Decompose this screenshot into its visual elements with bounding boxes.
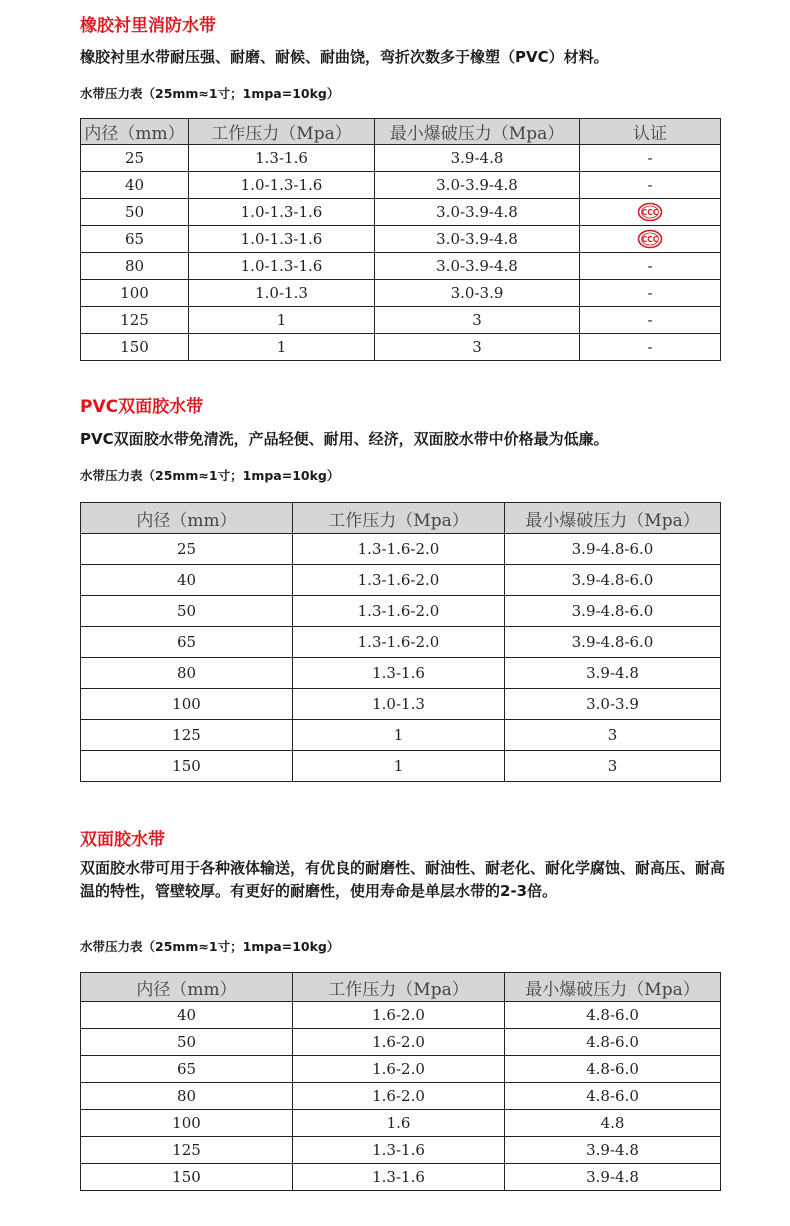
ccc-icon	[637, 202, 663, 222]
cell-diameter: 80	[81, 658, 293, 689]
table-row	[81, 145, 721, 172]
section-description: PVC双面胶水带免清洗，产品轻便、耐用、经济，双面胶水带中价格最为低廉。	[80, 430, 609, 448]
header-working-pressure: 工作压力（Mpa）	[189, 119, 375, 145]
table-header-row	[81, 973, 721, 1002]
cell-working-pressure: 1.3-1.6	[189, 145, 375, 172]
cell-working-pressure: 1	[293, 751, 505, 782]
cell-working-pressure: 1.0-1.3-1.6	[189, 253, 375, 280]
cell-burst-pressure: 3.9-4.8-6.0	[505, 565, 721, 596]
cell-diameter: 50	[81, 199, 189, 226]
cell-working-pressure: 1.0-1.3-1.6	[189, 226, 375, 253]
cell-burst-pressure: 3	[375, 334, 580, 361]
cell-diameter: 80	[81, 1083, 293, 1110]
cell-burst-pressure: 3.9-4.8-6.0	[505, 596, 721, 627]
cell-certification: -	[580, 172, 721, 199]
cell-working-pressure: 1.0-1.3	[189, 280, 375, 307]
cell-burst-pressure: 3.9-4.8-6.0	[505, 627, 721, 658]
header-certification: 认证	[580, 119, 721, 145]
cell-working-pressure: 1.3-1.6-2.0	[293, 534, 505, 565]
header-min-burst-pressure: 最小爆破压力（Mpa）	[505, 973, 721, 1002]
cell-diameter: 150	[81, 751, 293, 782]
table-row	[81, 751, 721, 782]
cell-diameter: 50	[81, 596, 293, 627]
header-inner-diameter: 内径（mm）	[81, 973, 293, 1002]
table-row	[81, 565, 721, 596]
cell-diameter: 65	[81, 627, 293, 658]
pressure-table	[80, 972, 721, 1191]
table-row	[81, 1164, 721, 1191]
cell-diameter: 150	[81, 1164, 293, 1191]
cell-certification: -	[580, 280, 721, 307]
table-row	[81, 534, 721, 565]
cell-burst-pressure: 4.8-6.0	[505, 1083, 721, 1110]
table-row	[81, 1083, 721, 1110]
cell-working-pressure: 1.0-1.3-1.6	[189, 172, 375, 199]
cell-diameter: 25	[81, 145, 189, 172]
cell-burst-pressure: 3.0-3.9-4.8	[375, 226, 580, 253]
cell-diameter: 40	[81, 1002, 293, 1029]
header-working-pressure: 工作压力（Mpa）	[293, 973, 505, 1002]
cell-working-pressure: 1	[293, 720, 505, 751]
cell-burst-pressure: 4.8-6.0	[505, 1002, 721, 1029]
section-title: PVC双面胶水带	[80, 397, 204, 417]
cell-working-pressure: 1.0-1.3-1.6	[189, 199, 375, 226]
cell-diameter: 50	[81, 1029, 293, 1056]
cell-certification: -	[580, 145, 721, 172]
header-inner-diameter: 内径（mm）	[81, 503, 293, 534]
cell-certification: -	[580, 334, 721, 361]
table-row	[81, 627, 721, 658]
section-description: 双面胶水带可用于各种液体输送，有优良的耐磨性、耐油性、耐老化、耐化学腐蚀、耐高压、耐高温的特性，管壁较厚。有更好的耐磨性，使用寿命是单层水带的2-3倍。	[80, 859, 726, 900]
cell-burst-pressure: 3.9-4.8	[375, 145, 580, 172]
cell-diameter: 100	[81, 689, 293, 720]
cell-diameter: 65	[81, 1056, 293, 1083]
pressure-table	[80, 118, 721, 361]
table-row	[81, 199, 721, 226]
table-row	[81, 253, 721, 280]
table-row	[81, 1056, 721, 1083]
cell-working-pressure: 1.3-1.6-2.0	[293, 565, 505, 596]
cell-certification	[580, 226, 721, 253]
cell-working-pressure: 1.3-1.6-2.0	[293, 596, 505, 627]
table-row	[81, 1002, 721, 1029]
cell-burst-pressure: 4.8-6.0	[505, 1056, 721, 1083]
cell-burst-pressure: 3.0-3.9-4.8	[375, 199, 580, 226]
svg-text:CCC: CCC	[641, 208, 659, 217]
cell-burst-pressure: 4.8-6.0	[505, 1029, 721, 1056]
cell-burst-pressure: 3	[505, 751, 721, 782]
table-row	[81, 334, 721, 361]
cell-burst-pressure: 3.0-3.9	[505, 689, 721, 720]
table-header-row	[81, 119, 721, 145]
cell-diameter: 65	[81, 226, 189, 253]
pressure-table	[80, 502, 721, 782]
cell-certification: -	[580, 253, 721, 280]
cell-working-pressure: 1.6	[293, 1110, 505, 1137]
table-row	[81, 172, 721, 199]
cell-working-pressure: 1.3-1.6	[293, 1164, 505, 1191]
table-row	[81, 1029, 721, 1056]
cell-burst-pressure: 3.9-4.8	[505, 1164, 721, 1191]
cell-diameter: 125	[81, 1137, 293, 1164]
svg-text:CCC: CCC	[641, 235, 659, 244]
cell-burst-pressure: 3.0-3.9-4.8	[375, 253, 580, 280]
cell-burst-pressure: 3.0-3.9-4.8	[375, 172, 580, 199]
pressure-table-note: 水带压力表（25mm≈1寸；1mpa=10kg）	[80, 468, 340, 483]
cell-diameter: 125	[81, 720, 293, 751]
cell-diameter: 40	[81, 172, 189, 199]
cell-burst-pressure: 3	[375, 307, 580, 334]
cell-diameter: 150	[81, 334, 189, 361]
cell-working-pressure: 1	[189, 307, 375, 334]
header-min-burst-pressure: 最小爆破压力（Mpa）	[375, 119, 580, 145]
cell-burst-pressure: 3.0-3.9	[375, 280, 580, 307]
table-header-row	[81, 503, 721, 534]
table-row	[81, 658, 721, 689]
cell-diameter: 25	[81, 534, 293, 565]
cell-burst-pressure: 3.9-4.8-6.0	[505, 534, 721, 565]
cell-diameter: 100	[81, 1110, 293, 1137]
cell-burst-pressure: 3.9-4.8	[505, 1137, 721, 1164]
cell-diameter: 80	[81, 253, 189, 280]
cell-diameter: 100	[81, 280, 189, 307]
cell-burst-pressure: 3	[505, 720, 721, 751]
cell-diameter: 125	[81, 307, 189, 334]
section-title: 双面胶水带	[80, 830, 165, 850]
cell-working-pressure: 1.6-2.0	[293, 1083, 505, 1110]
cell-certification	[580, 199, 721, 226]
pressure-table-note: 水带压力表（25mm≈1寸；1mpa=10kg）	[80, 939, 340, 954]
cell-working-pressure: 1.0-1.3	[293, 689, 505, 720]
table-row	[81, 689, 721, 720]
table-row	[81, 1137, 721, 1164]
table-row	[81, 307, 721, 334]
header-min-burst-pressure: 最小爆破压力（Mpa）	[505, 503, 721, 534]
cell-working-pressure: 1.6-2.0	[293, 1029, 505, 1056]
pressure-table-note: 水带压力表（25mm≈1寸；1mpa=10kg）	[80, 86, 340, 101]
cell-diameter: 40	[81, 565, 293, 596]
ccc-icon	[637, 229, 663, 249]
cell-burst-pressure: 3.9-4.8	[505, 658, 721, 689]
cell-working-pressure: 1.3-1.6	[293, 658, 505, 689]
table-row	[81, 596, 721, 627]
table-row	[81, 1110, 721, 1137]
table-row	[81, 280, 721, 307]
cell-working-pressure: 1	[189, 334, 375, 361]
cell-working-pressure: 1.6-2.0	[293, 1002, 505, 1029]
header-inner-diameter: 内径（mm）	[81, 119, 189, 145]
cell-working-pressure: 1.6-2.0	[293, 1056, 505, 1083]
cell-working-pressure: 1.3-1.6-2.0	[293, 627, 505, 658]
cell-certification: -	[580, 307, 721, 334]
cell-working-pressure: 1.3-1.6	[293, 1137, 505, 1164]
cell-burst-pressure: 4.8	[505, 1110, 721, 1137]
section-description: 橡胶衬里水带耐压强、耐磨、耐候、耐曲饶，弯折次数多于橡塑（PVC）材料。	[80, 48, 609, 66]
header-working-pressure: 工作压力（Mpa）	[293, 503, 505, 534]
table-row	[81, 720, 721, 751]
section-title: 橡胶衬里消防水带	[80, 16, 216, 36]
table-row	[81, 226, 721, 253]
